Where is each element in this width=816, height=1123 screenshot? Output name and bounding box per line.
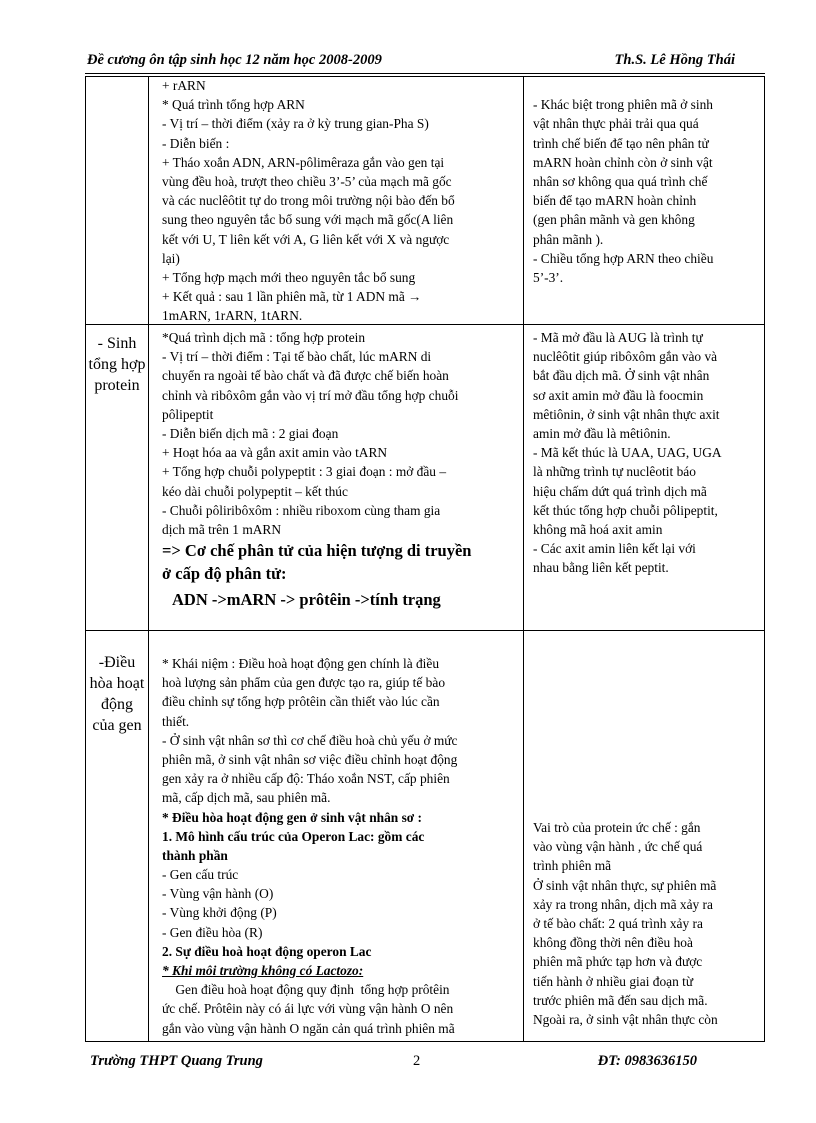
text-line: vào vùng vận hành , ức chế quá (533, 839, 703, 855)
text-line: hiệu chấm dứt quá trình dịch mã (533, 483, 707, 499)
text-line: trình chế biến để tạo nên phân tử (533, 135, 709, 151)
column-divider-1 (148, 77, 149, 1041)
text-line: + Tổng hợp mạch mới theo nguyên tắc bổ sung (162, 269, 416, 285)
text-line: - Chiều tổng hợp ARN theo chiều (533, 250, 714, 266)
text-line: phân mãnh ). (533, 231, 604, 247)
mechanism-heading: => Cơ chế phân tử của hiện tượng di truyền (162, 541, 472, 561)
text-line: nuclêôtit giúp ribôxôm gắn vào và (533, 349, 718, 365)
text-line: - Vùng vận hành (O) (162, 886, 274, 902)
row2-right-cell (533, 328, 722, 577)
text-line (533, 76, 713, 95)
text-line: Ở sinh vật nhân thực, sự phiên mã (533, 877, 717, 893)
row3-right-cell (533, 818, 718, 1029)
text-line: biến để tạo mARN hoàn chỉnh (533, 193, 697, 209)
text-line: - Ở sinh vật nhân sơ thì cơ chế điều hoà chủ yếu ở mức (162, 732, 458, 748)
row-divider-2 (86, 630, 764, 631)
text-line: tiến hành ở nhiều giai đoạn từ (533, 973, 694, 989)
text-line: (gen phân mãnh và gen không (533, 212, 695, 228)
text-line: không mã hoá axit amin (533, 521, 663, 537)
label-line: của gen (92, 717, 142, 734)
text-line: phiên mã, ở sinh vật nhân sơ việc điều chỉnh hoạt động (162, 751, 458, 767)
text-line: phiên mã phức tạp hơn và được (533, 954, 703, 970)
text-line: ức chế. Prôtêin này có ái lực với vùng vận hành O nên (162, 1001, 454, 1017)
text-line: mã, cấp dịch mã, sau phiên mã. (162, 790, 331, 806)
label-line: tổng hợp (88, 356, 146, 373)
text-line: kết với U, T liên kết với A, G liên kết với X và ngược (162, 231, 450, 247)
text-line: không đồng thời nên điều hoà (533, 935, 693, 951)
text-line: hoà lượng sản phẩm của gen được tạo ra, giúp tế bào (162, 675, 446, 691)
text-line: - Gen điều hòa (R) (162, 924, 263, 940)
text-line: pôlipeptit (162, 406, 214, 422)
row2-label (86, 333, 148, 396)
text-line: kết thúc tổng hợp chuỗi pôlipeptit, (533, 502, 718, 518)
text-line: xảy ra trong nhân, dịch mã xảy ra (533, 896, 713, 912)
text-line: amin mở đầu là mêtiônin. (533, 425, 671, 441)
text-line: - Mã mở đầu là AUG là trình tự (533, 330, 703, 345)
row1-right-cell (533, 76, 713, 287)
label-line: protein (94, 377, 140, 394)
text-line: là những trình tự nuclêotit báo (533, 464, 696, 480)
section-heading: thành phần (162, 847, 228, 863)
page-header (85, 52, 765, 72)
text-line: - Các axit amin liên kết lại với (533, 541, 696, 557)
text-line: + Hoạt hóa aa và gắn axit amin vào tARN (162, 445, 388, 461)
text-line: - Vị trí – thời điểm : Tại tế bào chất, lúc mARN di (162, 349, 432, 365)
text-line: Gen điều hoà hoạt động quy định tổng hợp prôtêin (162, 982, 450, 998)
text-line: + Tổng hợp chuỗi polypeptit : 3 giai đoạn : mở đầu – (162, 464, 447, 480)
text-line: - Diễn biến : (162, 135, 230, 151)
text-line: và các nuclêôtit tự do trong môi trường nội bào đến bổ (162, 193, 455, 209)
row2-middle-cell (162, 328, 471, 611)
mechanism-heading-cont: ở cấp độ phân tử: (162, 564, 287, 584)
text-line: gen xảy ra ở nhiều cấp độ: Tháo xoắn NST, cấp phiên (162, 771, 450, 787)
text-line: vùng đều hoà, trượt theo chiều 3’-5’ của mạch mã gốc (162, 173, 452, 189)
text-line: điều chỉnh sự tổng hợp prôtêin cần thiết vào lúc cần (162, 694, 440, 710)
text-line: gắn vào vùng vận hành O ngăn cản quá trình phiên mã (162, 1020, 455, 1036)
header-rule (85, 73, 765, 74)
page-number: 2 (413, 1053, 421, 1069)
text-line: kéo dài chuỗi polypeptit – kết thúc (162, 483, 348, 499)
text-line: thiết. (162, 713, 190, 729)
text-line: - Diễn biến dịch mã : 2 giai đoạn (162, 425, 339, 441)
row3-middle-cell (162, 654, 458, 1038)
row1-middle-cell (162, 76, 455, 325)
central-dogma-line: ADN ->mARN -> prôtêin ->tính trạng (172, 590, 441, 610)
text-line: + Tháo xoắn ADN, ARN-pôlimêraza gắn vào gen tại (162, 154, 445, 170)
header-title: Đề cương ôn tập sinh học 12 năm học 2008-2009 (87, 52, 382, 68)
text-line: vật nhân thực phải trải qua quá (533, 116, 699, 132)
subsection-heading: * Khi môi trường không có Lactozo: (162, 963, 364, 978)
text-line: sung theo nguyên tắc bổ sung với mạch mã gốc(A liên (162, 212, 454, 228)
text-line: chuyển ra ngoài tế bào chất và đã được chế biến hoàn (162, 368, 449, 384)
text-line: *Quá trình dịch mã : tổng hợp protein (162, 330, 366, 345)
text-line: + rARN (162, 78, 206, 93)
text-line: bắt đầu dịch mã. Ở sinh vật nhân (533, 368, 710, 384)
text-line: nhân sơ không qua quá trình chế (533, 173, 708, 189)
text-line: - Chuỗi pôliribôxôm : nhiều riboxom cùng tham gia (162, 502, 441, 518)
text-line: + Kết quả : sau 1 lần phiên mã, từ 1 ADN mã → (162, 289, 422, 305)
footer-phone: ĐT: 0983636150 (597, 1053, 697, 1069)
text-line: 1mARN, 1rARN, 1tARN. (162, 308, 303, 324)
text-line: sơ axit amin mở đầu là foocmin (533, 387, 704, 403)
text-line: dịch mã trên 1 mARN (162, 521, 282, 537)
text-line: mêtiônin, ở sinh vật nhân thực axit (533, 406, 720, 422)
text-line: ở tế bào chất: 2 quá trình xảy ra (533, 915, 703, 931)
text-line: Vai trò của protein ức chế : gắn (533, 820, 701, 835)
header-author: Th.S. Lê Hồng Thái (614, 52, 735, 68)
text-line: - Vùng khởi động (P) (162, 905, 277, 921)
text-line: trình phiên mã (533, 858, 612, 874)
text-line: - Mã kết thúc là UAA, UAG, UGA (533, 445, 722, 461)
label-line: hòa hoạt (89, 675, 145, 692)
concept-line: * Khái niệm : Điều hoà hoạt động gen chính là điều (162, 656, 440, 671)
text-line: - Khác biệt trong phiên mã ở sinh (533, 97, 714, 113)
text-line: chỉnh và ribôxôm gắn vào vị trí mở đầu tổng hợp chuỗi (162, 387, 459, 403)
section-heading: * Điều hòa hoạt động gen ở sinh vật nhân sơ : (162, 809, 423, 825)
content-table (85, 76, 765, 1042)
label-line: - Sinh (97, 335, 137, 352)
label-line: -Điều (98, 654, 136, 671)
text-line: trước phiên mã đến sau dịch mã. (533, 992, 708, 1008)
section-heading: 2. Sự điều hoà hoạt động operon Lac (162, 943, 372, 959)
text-line: lại) (162, 250, 180, 266)
text-line: - Vị trí – thời điểm (xảy ra ở kỳ trung gian-Pha S) (162, 116, 429, 132)
text-line: 5’-3’. (533, 269, 564, 285)
footer-school: Trường THPT Quang Trung (90, 1053, 263, 1069)
label-line: động (101, 696, 133, 713)
page-footer (85, 1053, 765, 1073)
text-line: Ngoài ra, ở sinh vật nhân thực còn (533, 1011, 718, 1027)
text-line: * Quá trình tổng hợp ARN (162, 97, 305, 113)
section-heading: 1. Mô hình cấu trúc của Operon Lac: gồm các (162, 828, 425, 844)
column-divider-2 (523, 77, 524, 1041)
row3-label (86, 652, 148, 736)
text-line: nhau bằng liên kết peptit. (533, 560, 669, 576)
text-line: mARN hoàn chỉnh còn ở sinh vật (533, 154, 713, 170)
text-line: - Gen cấu trúc (162, 867, 239, 883)
